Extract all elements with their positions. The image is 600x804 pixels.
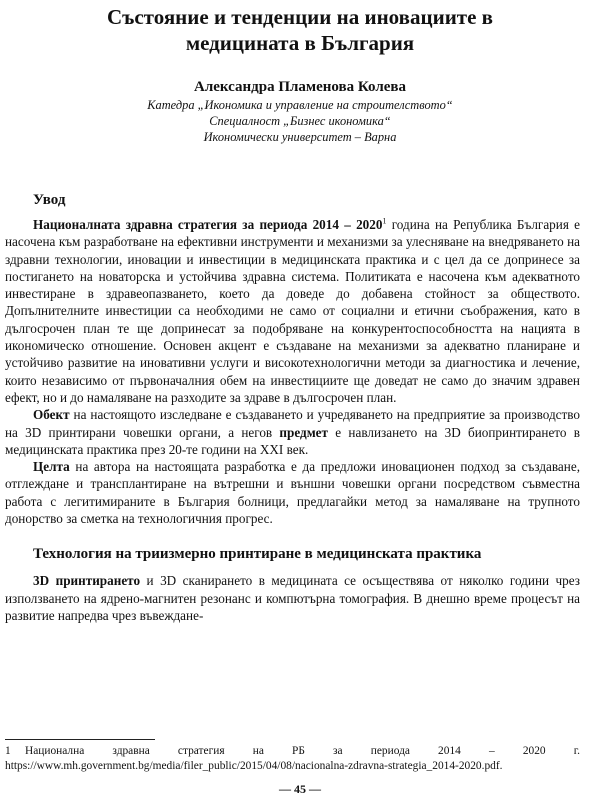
title-line-2: медицината в България: [185, 31, 415, 55]
subject-label: предмет: [279, 424, 329, 440]
footnote-ref: 1: [382, 216, 387, 226]
technology-paragraph-1-text: и 3D сканирането в медицината се осъществява от няколко години чрез използването на ядрено-магнитен резонанс и компютърна томография. В днешно време процесът на развитие напредва чрез въвеждане-: [5, 573, 580, 623]
page-number: — 45 —: [279, 782, 321, 796]
author-specialty: Специалност „Бизнес икономика“: [209, 114, 391, 128]
author-block: [0, 78, 600, 145]
intro-paragraph-3-text: на автора на настоящата разработка е да предложи иновационен подход за създаване, отглеждане и трансплантиране на вътрешни и външни човешки органи посредством съвместна работа с легитимираните в България болници, предлагайки метод за намаляване на трупното донорство за сметка на технологичния прогрес.: [5, 459, 580, 527]
intro-paragraph-1: [5, 216, 580, 406]
paper-title: [20, 4, 580, 56]
document-page: [0, 4, 600, 804]
intro-body: [5, 216, 580, 527]
intro-paragraph-2-end: е навлизането на 3D биопринтирането в медицинската практика през 20-те години на XXI век.: [5, 424, 580, 457]
section-heading-technology: Технология на триизмерно принтиране в медицинската практика: [33, 546, 482, 563]
object-label: Обект: [33, 407, 70, 423]
strategy-name: Националната здравна стратегия за периода 2014 – 2020: [33, 217, 383, 232]
author-department: Катедра „Икономика и управление на строителството“: [147, 98, 453, 112]
intro-paragraph-3: [5, 458, 580, 527]
footnote-text: Национална здравна стратегия на РБ за периода 2014 – 2020 г. https://www.mh.government.bg/media/filer_public/2015/04/08/nacionalna-zdravna-strategia_2014-2020.pdf.: [5, 745, 580, 772]
footnote-separator: [5, 739, 155, 740]
author-name: Александра Пламенова Колева: [193, 79, 407, 95]
technology-body: [5, 572, 580, 624]
intro-paragraph-2: [5, 406, 580, 458]
title-line-1: Състояние и тенденции на иновациите в: [106, 5, 494, 29]
technology-paragraph-1: [5, 572, 580, 624]
author-university: Икономически университет – Варна: [203, 130, 397, 144]
section-heading-intro: Увод: [33, 192, 66, 208]
intro-paragraph-1-text: година на Република България е насочена към разработване на ефективни инструменти и механизми за улесняване на внедряването на здравни технологии, иновации и инвестиции в медицинската практика и с цел да се допринесе за постигането на новаторска и устойчива здравна система. Политиката е насочена към адекватното инвестиране в здравеопазването, което да доведе до добавена стойност за обществото. Допълнителните инвестиции са необходими не само от социални и етични съображения, като в дългосрочен план те ще допринесат за подобряване на конкурентоспособността на нацията в икономическо отношение. Основен акцент е създаване на механизми за адекватно планиране и устойчиво развитие на иновативни услуги и високотехнологични методи за диагностика и лечение, които независимо от първоначалния обем на инвестициите ще доведат не само до значим здравен ефект, но и до намаляване на разходите за здраве в дългосрочен план.: [5, 217, 580, 405]
3d-printing-term: 3D принтирането: [33, 573, 141, 589]
footnote: [5, 744, 580, 774]
intro-paragraph-2-text: на настоящото изследване е създаването и учредяването на предприятие за производство на 3D принтирани човешки органи, а негов: [5, 407, 580, 440]
goal-label: Целта: [33, 459, 70, 475]
footnote-mark: 1: [5, 745, 11, 757]
